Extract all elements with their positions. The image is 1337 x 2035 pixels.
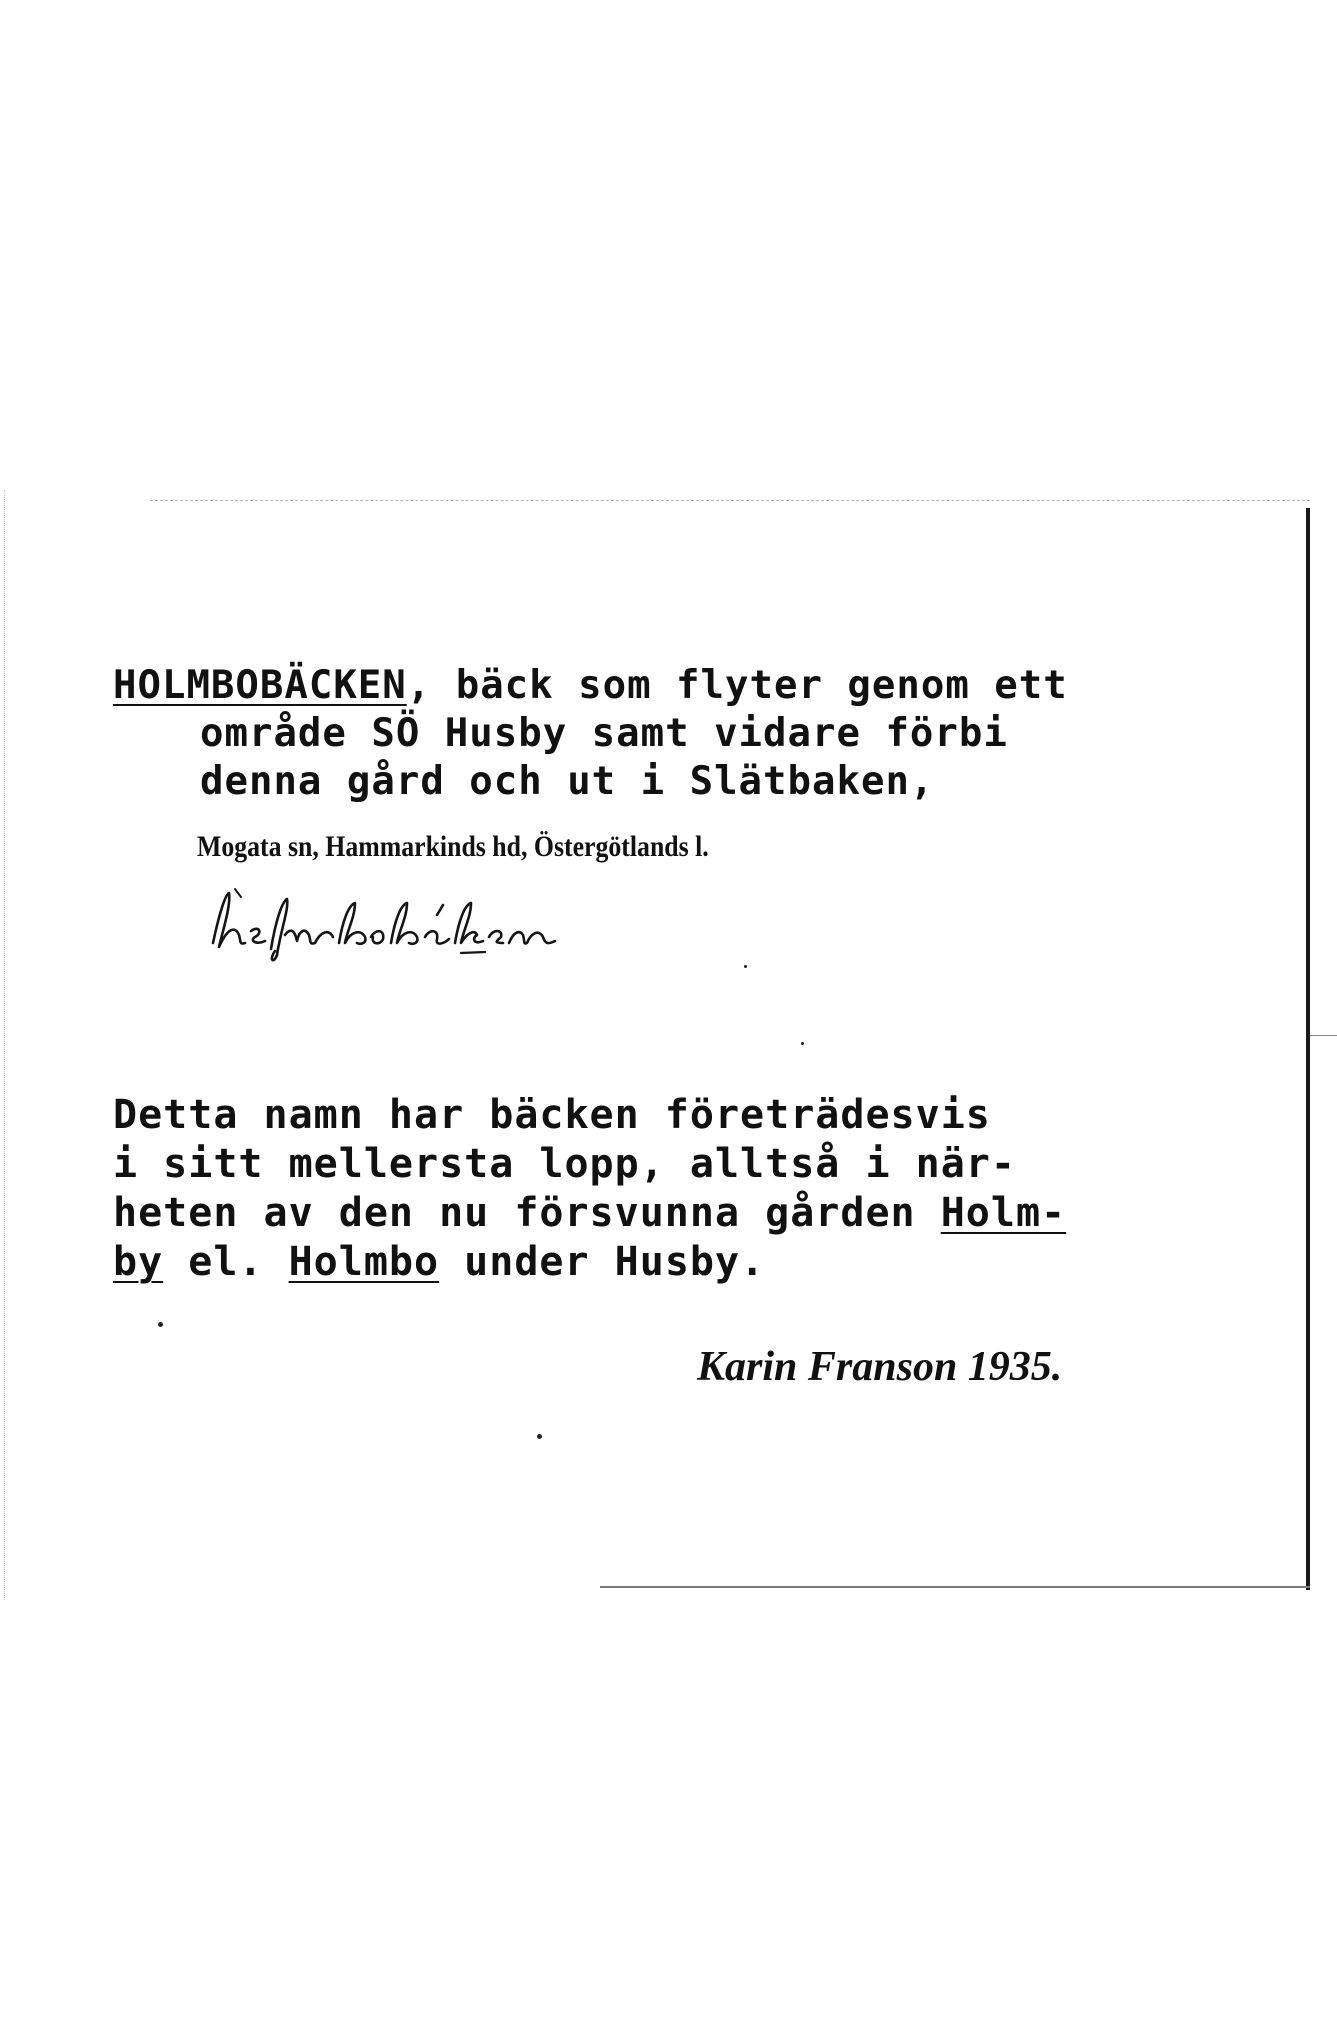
note-holmby-part2: by bbox=[113, 1239, 164, 1285]
handwritten-pronunciation bbox=[205, 885, 605, 965]
note-line-4-mid: el. bbox=[163, 1239, 289, 1285]
note-line-3-text: heten av den nu försvunna gården bbox=[113, 1190, 941, 1236]
author-signature: Karin Franson 1935. bbox=[697, 1344, 1063, 1390]
scan-speck bbox=[537, 1434, 542, 1439]
entry-line-1-rest: , bäck som flyter genom ett bbox=[406, 663, 1068, 708]
note-holmby-part1: Holm- bbox=[940, 1190, 1067, 1236]
entry-line-2: område SÖ Husby samt vidare förbi bbox=[200, 711, 1008, 756]
note-line-2: i sitt mellersta lopp, alltså i när- bbox=[113, 1141, 1016, 1187]
note-holmbo: Holmbo bbox=[288, 1239, 440, 1285]
card-right-edge bbox=[1306, 508, 1310, 1590]
card-top-edge bbox=[150, 500, 1310, 501]
note-line-4 bbox=[113, 1239, 765, 1285]
scan-speck bbox=[744, 965, 747, 968]
scan-speck bbox=[801, 1042, 804, 1045]
entry-line-1 bbox=[113, 663, 1068, 708]
place-name-card bbox=[0, 500, 1310, 1590]
headword: HOLMBOBÄCKEN bbox=[113, 663, 407, 708]
card-bottom-edge bbox=[600, 1586, 1310, 1588]
entry-line-3: denna gård och ut i Slätbaken, bbox=[200, 759, 935, 804]
note-line-3 bbox=[113, 1190, 1066, 1236]
note-line-1: Detta namn har bäcken företrädesvis bbox=[113, 1092, 991, 1138]
card-edge-tick bbox=[1310, 1035, 1337, 1036]
scan-speck bbox=[158, 1322, 163, 1327]
note-line-4-rest: under Husby. bbox=[439, 1239, 766, 1285]
location-line: Mogata sn, Hammarkinds hd, Östergötlands l. bbox=[197, 830, 709, 863]
